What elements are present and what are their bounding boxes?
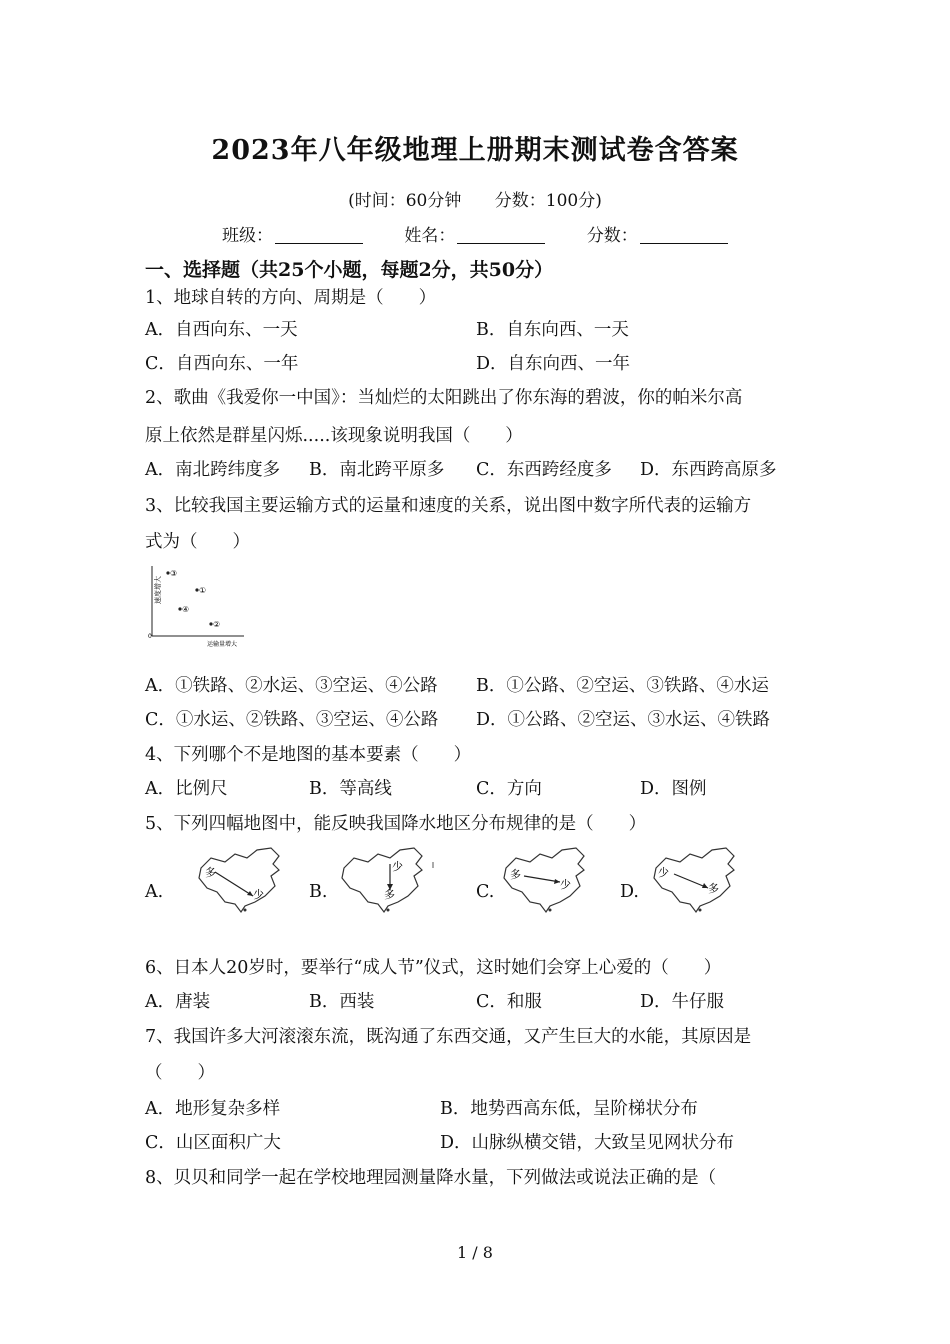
q7-stem-line2: （ ） (145, 1063, 215, 1083)
label-more: 多 (205, 866, 216, 879)
hainan-icon (244, 909, 247, 912)
exam-time: (时间：60分钟 (348, 191, 462, 211)
name-label: 姓名： (404, 226, 456, 246)
q3-stem-line1: 3、比较我国主要运输方式的运量和速度的关系，说出图中数字所代表的运输方 (145, 496, 752, 516)
q3-option-d: D．①公路、②空运、③水运、④铁路 (476, 710, 771, 730)
q3-option-b: B．①公路、②空运、③铁路、④水运 (476, 676, 769, 696)
q2-option-a: A．南北跨纬度多 (145, 460, 281, 480)
score-label: 分数： (586, 226, 638, 246)
q4-option-c: C．方向 (476, 779, 542, 799)
x-axis-label: 运输量增大 (206, 641, 238, 648)
q2-option-c: C．东西跨经度多 (476, 460, 612, 480)
q1-stem: 1、地球自转的方向、周期是（ ） (145, 288, 437, 308)
q6-option-c: C．和服 (476, 992, 542, 1012)
point-3-label: ③ (170, 569, 178, 578)
transport-figure (140, 560, 250, 652)
label-less: 少 (253, 888, 264, 901)
q6-option-d: D．牛仔服 (640, 992, 725, 1012)
name-blank[interactable] (457, 227, 545, 244)
label-less: 少 (560, 878, 571, 891)
page-number: 1 / 8 (457, 1243, 493, 1262)
q5-option-d: D. (620, 882, 639, 902)
q4-option-a: A．比例尺 (145, 779, 228, 799)
q3-option-c: C．①水运、②铁路、③空运、④公路 (145, 710, 439, 730)
class-field (222, 221, 363, 246)
q2-option-d: D．东西跨高原多 (640, 460, 777, 480)
q2-option-b: B．南北跨平原多 (309, 460, 445, 480)
score-blank[interactable] (640, 227, 728, 244)
q2-stem-line2: 原上依然是群星闪烁.....该现象说明我国（ ） (145, 426, 523, 446)
student-fields (222, 221, 764, 246)
q5-option-b: B. (309, 882, 328, 902)
q6-option-b: B．西装 (309, 992, 375, 1012)
q1-option-b: B．自东向西、一天 (476, 320, 629, 340)
q4-option-b: B．等高线 (309, 779, 392, 799)
q1-option-d: D．自东向西、一年 (476, 354, 631, 374)
hainan-icon (699, 909, 702, 912)
label-more: 多 (708, 882, 719, 895)
q7-stem-line1: 7、我国许多大河滚滚东流，既沟通了东西交通，又产生巨大的水能，其原因是 (145, 1027, 752, 1047)
arrow-line (215, 872, 253, 896)
section-title: 一、选择题（共25个小题，每题2分，共50分） (145, 259, 554, 281)
label-more: 多 (384, 888, 395, 901)
point-4-label: ④ (182, 605, 190, 614)
y-axis-label: 速度增大 (154, 576, 162, 604)
name-field (404, 221, 545, 246)
q1-option-c: C．自西向东、一年 (145, 354, 299, 374)
page-title: 2023年八年级地理上册期末测试卷含答案 (211, 135, 739, 166)
exam-score: 分数：100分) (494, 191, 602, 211)
score-field (587, 221, 728, 246)
label-less: 少 (658, 866, 669, 879)
china-map-a (195, 846, 287, 914)
origin-label: 0 (148, 633, 152, 640)
q3-option-a: A．①铁路、②水运、③空运、④公路 (145, 676, 438, 696)
q7-option-c: C．山区面积广大 (145, 1133, 281, 1153)
q2-stem-line1: 2、歌曲《我爱你一中国》：当灿烂的太阳跳出了你东海的碧波，你的帕米尔高 (145, 388, 743, 408)
china-map-b (338, 846, 438, 914)
q5-stem: 5、下列四幅地图中，能反映我国降水地区分布规律的是（ ） (145, 814, 647, 834)
q3-stem-line2: 式为（ ） (145, 532, 250, 552)
label-more: 多 (510, 868, 521, 881)
q4-option-d: D．图例 (640, 779, 707, 799)
q6-option-a: A．唐装 (145, 992, 211, 1012)
class-blank[interactable] (275, 227, 363, 244)
point-2-label: ② (213, 620, 221, 629)
china-outline-icon (342, 848, 422, 912)
q8-stem: 8、贝贝和同学一起在学校地理园测量降水量，下列做法或说法正确的是（ (145, 1168, 717, 1188)
q7-option-d: D．山脉纵横交错，大致呈见网状分布 (440, 1133, 735, 1153)
hainan-icon (387, 909, 390, 912)
q1-option-a: A．自西向东、一天 (145, 320, 298, 340)
exam-info (0, 186, 950, 211)
point-1-label: ① (199, 586, 207, 595)
q7-option-b: B．地势西高东低，呈阶梯状分布 (440, 1099, 698, 1119)
q4-stem: 4、下列哪个不是地图的基本要素（ ） (145, 745, 472, 765)
china-map-c (500, 846, 592, 914)
china-outline-icon (199, 848, 279, 912)
label-less: 少 (392, 860, 403, 873)
class-label: 班级： (222, 226, 273, 246)
q5-option-a: A. (145, 882, 164, 902)
q5-option-c: C. (476, 882, 495, 902)
china-map-d (650, 846, 742, 914)
china-outline-icon (654, 848, 734, 912)
q7-option-a: A．地形复杂多样 (145, 1099, 281, 1119)
q6-stem: 6、日本人20岁时，要举行“成人节”仪式，这时她们会穿上心爱的（ ） (145, 958, 722, 978)
hainan-icon (549, 909, 552, 912)
